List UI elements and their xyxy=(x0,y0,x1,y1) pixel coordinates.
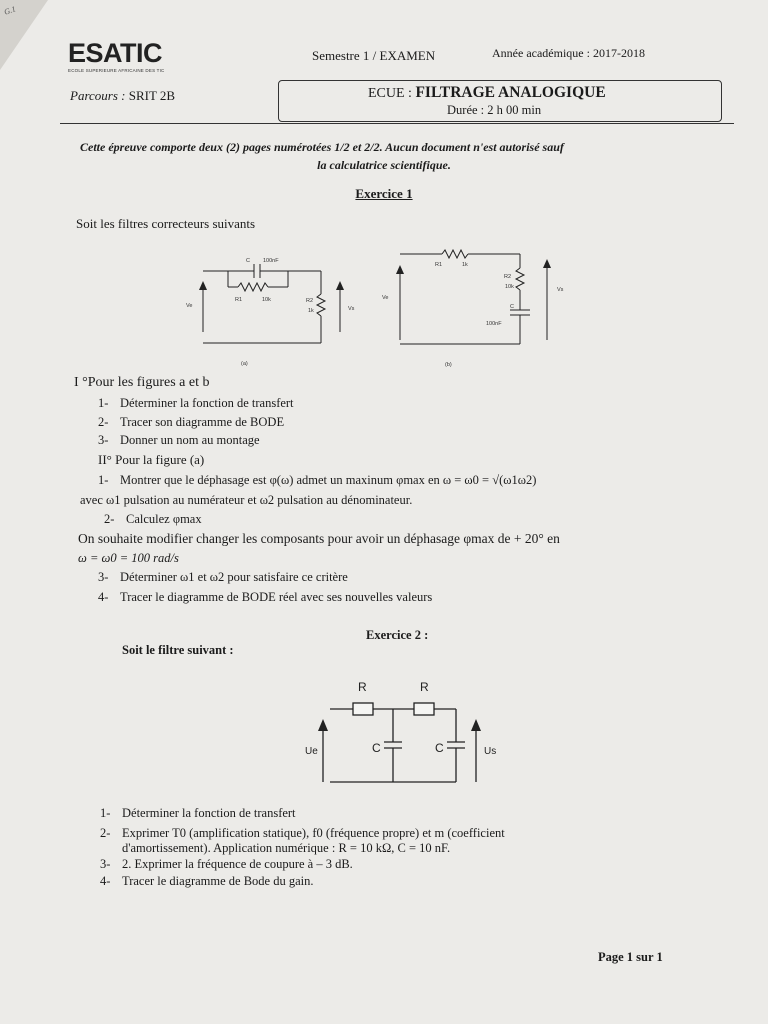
ex2-input-voltage: Ue xyxy=(305,746,318,757)
item-number: 1- xyxy=(100,806,111,820)
fig-b-ve: Ve xyxy=(382,295,389,301)
ex2-capacitor-1-label: C xyxy=(372,741,381,755)
circuit-figure-a xyxy=(178,250,368,368)
academic-year: Année académique : 2017-2018 xyxy=(492,46,645,60)
exercise2-title: Exercice 2 : xyxy=(366,628,429,642)
item-number: 3- xyxy=(98,570,109,584)
item-number: 2- xyxy=(100,826,111,840)
ecue-line xyxy=(368,84,606,102)
part1-item xyxy=(98,415,284,430)
item-number: 1- xyxy=(98,473,109,487)
item-number: 4- xyxy=(98,590,109,604)
item-text: Tracer son diagramme de BODE xyxy=(120,415,285,429)
part1-item xyxy=(98,433,260,448)
fig-a-r2-label: R2 xyxy=(306,298,314,304)
fig-a-c-label: C xyxy=(246,258,250,264)
ecue-label: ECUE : xyxy=(368,86,412,101)
item-number: 2- xyxy=(98,415,109,429)
fig-a-ve: Ve xyxy=(186,303,193,309)
part2-heading: II° Pour la figure (a) xyxy=(98,452,205,467)
corner-note: G.1 xyxy=(2,4,17,17)
part2-question-1 xyxy=(98,473,536,488)
item-number: 2- xyxy=(104,512,115,526)
parcours-value: SRIT 2B xyxy=(128,88,176,103)
logo-tagline: ECOLE SUPERIEURE AFRICAINE DES TIC xyxy=(68,68,165,73)
circuit-figure-b xyxy=(380,244,580,370)
page-number: Page 1 sur 1 xyxy=(598,950,663,964)
item-text: Donner un nom au montage xyxy=(120,433,260,447)
item-number: 4- xyxy=(100,874,111,888)
part2-question-3 xyxy=(98,570,348,585)
exercise2-item xyxy=(100,826,505,841)
exercise2-item xyxy=(100,857,353,872)
item-number: 3- xyxy=(100,857,111,871)
ex2-capacitor-2-label: C xyxy=(435,741,444,755)
circuit-exercise-2 xyxy=(296,672,496,792)
ex2-output-voltage: Us xyxy=(484,746,496,757)
item-text: Déterminer la fonction de transfert xyxy=(120,396,294,410)
logo-text: ESATIC xyxy=(68,38,163,68)
paragraph-line-2: ω = ω0 = 100 rad/s xyxy=(78,551,179,565)
fig-a-caption: (a) xyxy=(241,361,248,367)
fig-a-vs: Vs xyxy=(348,306,355,312)
item-text: Tracer le diagramme de Bode du gain. xyxy=(122,874,314,888)
item-number: 1- xyxy=(98,396,109,410)
exercise1-intro: Soit les filtres correcteurs suivants xyxy=(76,216,256,231)
fig-b-caption: (b) xyxy=(445,362,452,368)
fig-b-r2-label: R2 xyxy=(504,274,512,280)
part1-heading: I °Pour les figures a et b xyxy=(74,375,210,390)
header-rule xyxy=(60,123,734,124)
ecue-title: FILTRAGE ANALOGIQUE xyxy=(415,84,606,101)
ex2-resistor-2-label: R xyxy=(420,680,429,694)
parcours xyxy=(70,88,175,104)
fig-b-r1-value: 1k xyxy=(462,262,468,268)
fig-b-c-label: C xyxy=(510,304,514,310)
item-text: Calculez φmax xyxy=(126,512,202,526)
exercise2-item xyxy=(100,806,296,821)
fig-b-vs: Vs xyxy=(557,287,564,293)
fig-b-c-value: 100nF xyxy=(486,321,502,327)
item-text: Tracer le diagramme de BODE réel avec ses nouvelles valeurs xyxy=(120,590,433,604)
fig-a-r1-label: R1 xyxy=(235,297,243,303)
paragraph-line-1: On souhaite modifier changer les composants pour avoir un déphasage φmax de + 20° en xyxy=(78,531,560,546)
fig-a-c-value: 100nF xyxy=(263,258,279,264)
parcours-label: Parcours : xyxy=(70,88,126,103)
part2-question-4 xyxy=(98,590,432,605)
item-text: d'amortissement). Application numérique : R = 10 kΩ, C = 10 nF. xyxy=(122,841,451,855)
semester-label: Semestre 1 / EXAMEN xyxy=(312,48,436,63)
item-text: Montrer que le déphasage est φ(ω) admet un maxinum φmax en ω = ω0 = √(ω1ω2) xyxy=(120,473,537,487)
exercise2-item xyxy=(100,841,450,856)
part2-question-2 xyxy=(104,512,202,527)
fig-a-r2-value: 1k xyxy=(308,308,314,314)
exercise2-item xyxy=(100,874,314,889)
part2-question-1-continued: avec ω1 pulsation au numérateur et ω2 pulsation au dénominateur. xyxy=(80,493,413,507)
instructions-line1: Cette épreuve comporte deux (2) pages numérotées 1/2 et 2/2. Aucun document n'est autorisé sauf xyxy=(80,140,564,154)
exercise1-title: Exercice 1 xyxy=(355,186,413,201)
item-number: 3- xyxy=(98,433,109,447)
ex2-resistor-1-label: R xyxy=(358,680,367,694)
fig-b-r2-value: 10k xyxy=(505,284,514,290)
exercise2-intro: Soit le filtre suivant : xyxy=(122,643,234,657)
item-text: Déterminer ω1 et ω2 pour satisfaire ce critère xyxy=(120,570,348,584)
school-logo xyxy=(68,40,165,73)
fig-a-r1-value: 10k xyxy=(262,297,271,303)
fig-b-r1-label: R1 xyxy=(435,262,443,268)
item-text: 2. Exprimer la fréquence de coupure à – 3 dB. xyxy=(122,857,353,871)
instructions-line2: la calculatrice scientifique. xyxy=(317,158,451,172)
item-text: Déterminer la fonction de transfert xyxy=(122,806,296,820)
item-text: Exprimer T0 (amplification statique), f0 (fréquence propre) et m (coefficient xyxy=(122,826,505,840)
part1-item xyxy=(98,396,294,411)
duration: Durée : 2 h 00 min xyxy=(447,103,542,117)
